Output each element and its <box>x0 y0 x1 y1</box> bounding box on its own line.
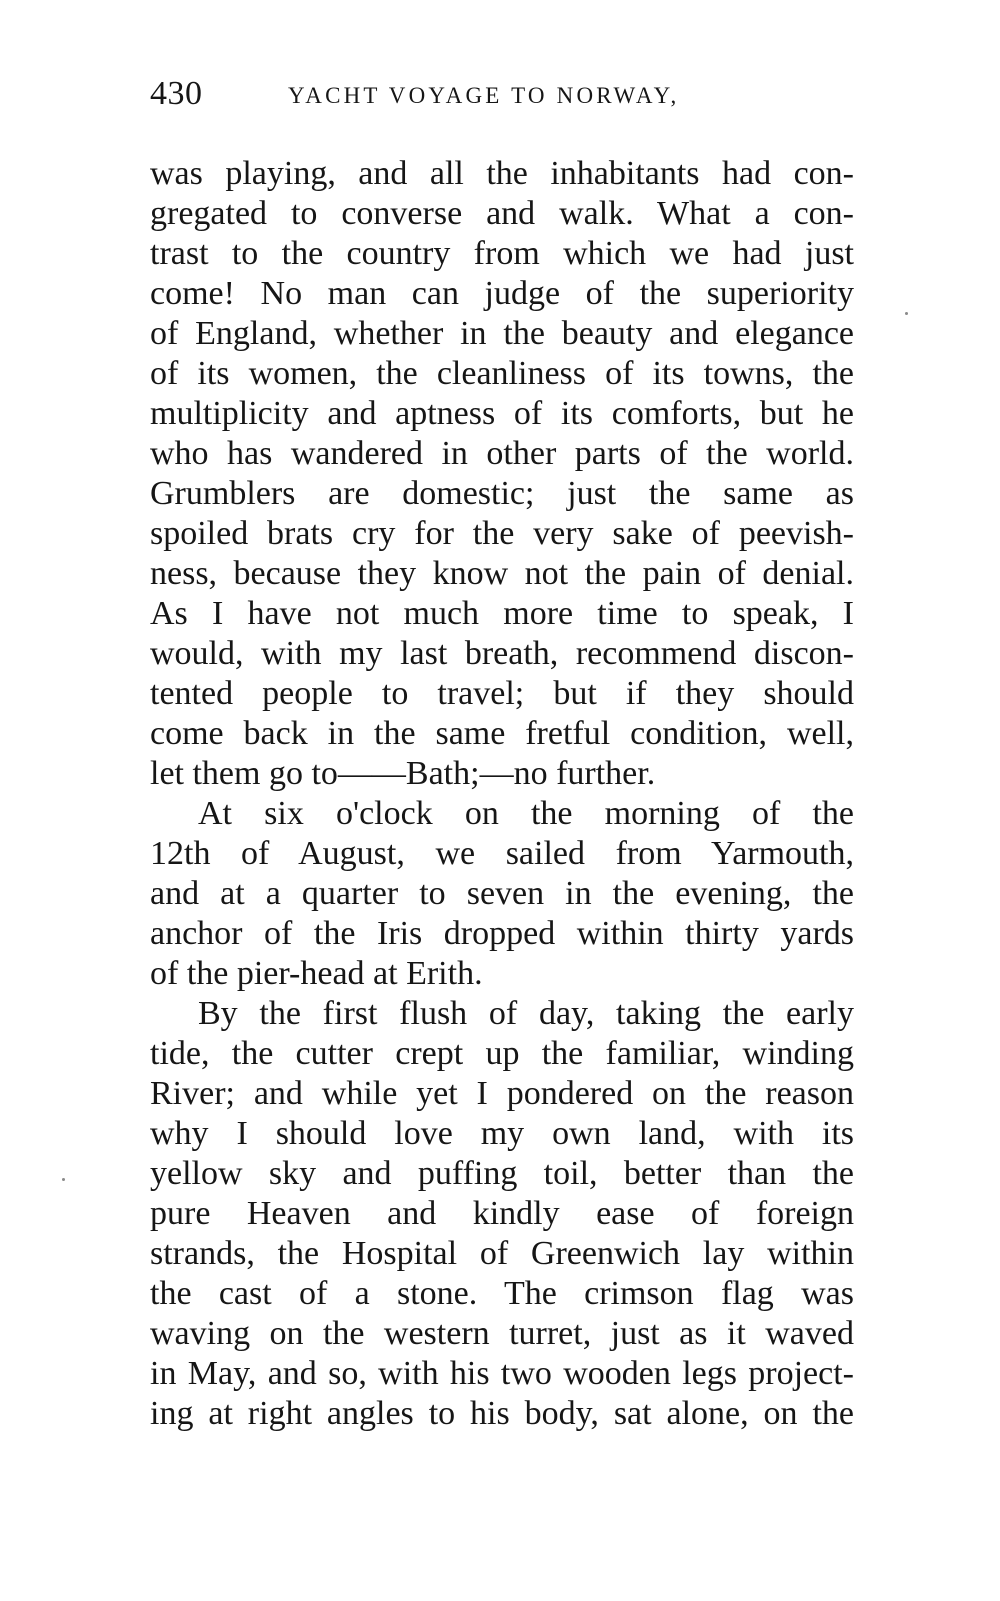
text-line: why I should love my own land, with its <box>150 1115 854 1152</box>
text-line: come back in the same fretful condition, well, <box>150 715 854 752</box>
print-speck <box>905 312 908 315</box>
text-line: waving on the western turret, just as it waved <box>150 1315 854 1352</box>
paragraph-end-line: of the pier-head at Erith. <box>150 955 483 992</box>
print-speck <box>62 1178 65 1181</box>
page-number: 430 <box>150 75 203 112</box>
text-line: strands, the Hospital of Greenwich lay within <box>150 1235 854 1272</box>
text-line: ing at right angles to his body, sat alone, on the <box>150 1395 854 1432</box>
running-title: YACHT VOYAGE TO NORWAY, <box>288 83 680 108</box>
text-line: was playing, and all the inhabitants had con- <box>150 155 854 192</box>
text-line: gregated to converse and walk. What a con- <box>150 195 854 232</box>
text-line: River; and while yet I pondered on the reason <box>150 1075 854 1112</box>
text-line: of England, whether in the beauty and elegance <box>150 315 854 352</box>
text-line: ness, because they know not the pain of denial. <box>150 555 854 592</box>
text-line: pure Heaven and kindly ease of foreign <box>150 1195 854 1232</box>
text-line: come! No man can judge of the superiority <box>150 275 854 312</box>
text-line: would, with my last breath, recommend discon- <box>150 635 854 672</box>
text-line: tented people to travel; but if they should <box>150 675 854 712</box>
text-line: multiplicity and aptness of its comforts, but he <box>150 395 854 432</box>
text-line: of its women, the cleanliness of its towns, the <box>150 355 854 392</box>
text-line: anchor of the Iris dropped within thirty yards <box>150 915 854 952</box>
running-head <box>150 72 710 116</box>
paragraph-end-line: let them go to——Bath;—no further. <box>150 755 656 792</box>
text-line: in May, and so, with his two wooden legs project- <box>150 1355 854 1392</box>
body-text <box>150 154 854 1434</box>
paragraph-start-line: At six o'clock on the morning of the <box>198 795 854 832</box>
text-line: who has wandered in other parts of the world. <box>150 435 854 472</box>
text-line: 12th of August, we sailed from Yarmouth, <box>150 835 854 872</box>
text-line: and at a quarter to seven in the evening, the <box>150 875 854 912</box>
text-line: trast to the country from which we had just <box>150 235 854 272</box>
text-line: yellow sky and puffing toil, better than the <box>150 1155 854 1192</box>
text-line: spoiled brats cry for the very sake of peevish- <box>150 515 854 552</box>
paragraph-start-line: By the first flush of day, taking the early <box>198 995 854 1032</box>
text-line: Grumblers are domestic; just the same as <box>150 475 854 512</box>
text-line: As I have not much more time to speak, I <box>150 595 854 632</box>
text-line: tide, the cutter crept up the familiar, winding <box>150 1035 854 1072</box>
text-line: the cast of a stone. The crimson flag was <box>150 1275 854 1312</box>
